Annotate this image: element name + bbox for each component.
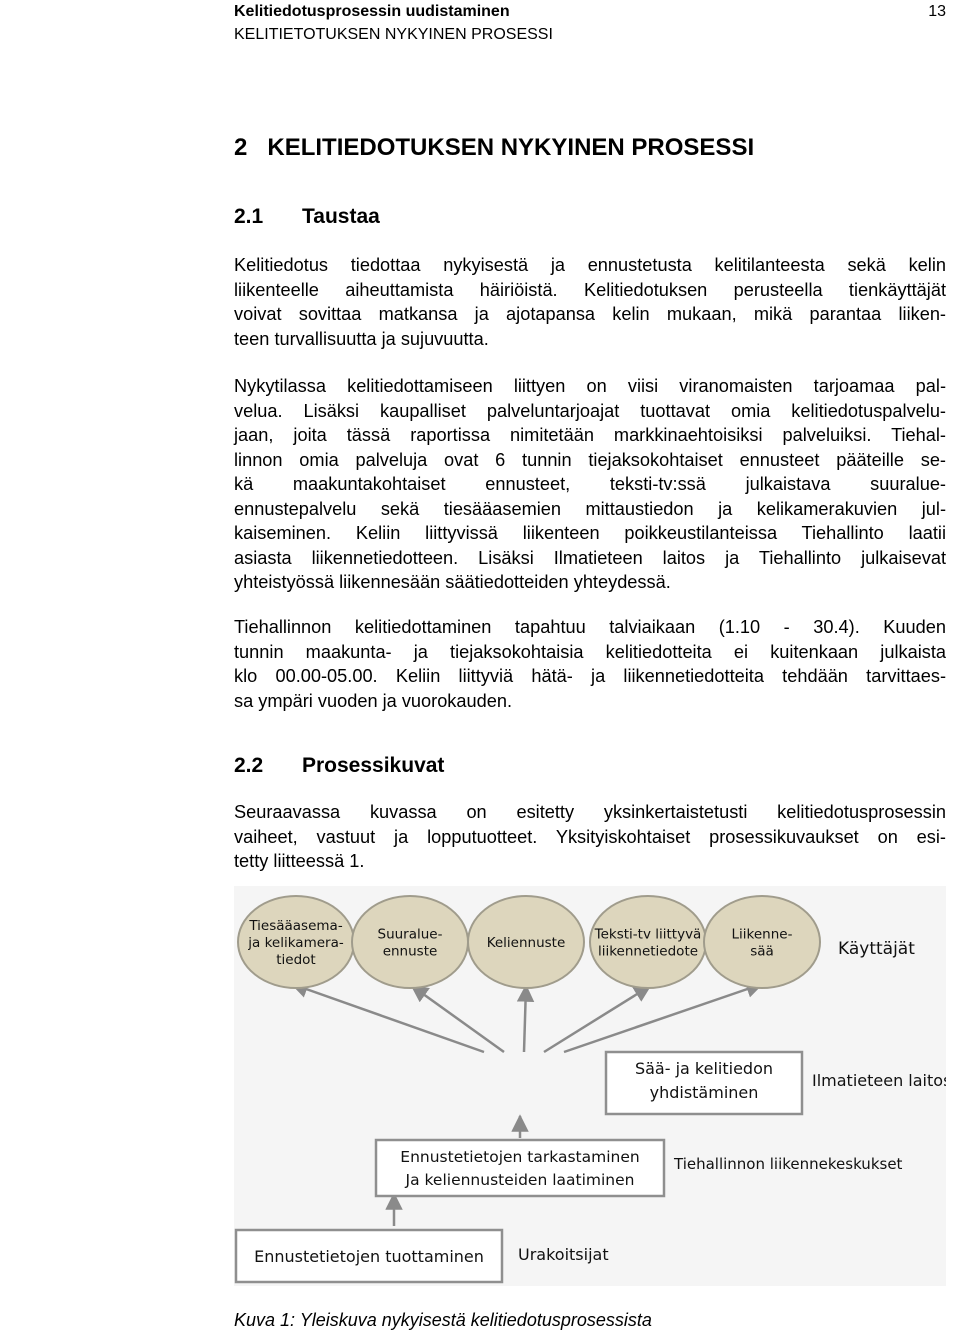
- section-heading-prosessikuvat: [234, 751, 444, 781]
- running-header: [234, 0, 553, 46]
- text-line: kaiseminen. Keliin liittyvissä liikenteen poikkeustilanteissa Tiehallinto laatii: [234, 523, 946, 543]
- section-number: 2.2: [234, 754, 264, 777]
- oval-5-label: Liikenne-: [731, 926, 793, 943]
- figure-caption: Kuva 1: Yleiskuva nykyisestä kelitiedotusprosessista: [234, 1310, 652, 1330]
- oval-1-label: Tiesääasema-: [249, 918, 343, 934]
- text-line: sa ympäri vuoden ja vuorokauden.: [234, 690, 513, 711]
- oval-4-label: Teksti-tv liittyvä: [594, 926, 702, 943]
- paragraph-1: [234, 253, 946, 351]
- fmi-label: Ilmatieteen laitos: [812, 1071, 946, 1090]
- text-line: velua. Lisäksi kaupalliset palveluntarjoajat tuottavat omia kelitiedotuspalvelu-: [234, 400, 946, 421]
- paragraph-3: [234, 615, 946, 713]
- text-line: yhteistyössä liikennesään säätiedotteiden yhteydessä.: [234, 572, 671, 592]
- paragraph-2: [234, 374, 946, 595]
- merge-box-line-1: Sää- ja kelitiedon: [634, 1059, 774, 1078]
- oval-group: [238, 896, 820, 988]
- header-title: Kelitiedotusprosessin uudistaminen: [234, 3, 510, 20]
- oval-1-label: tiedot: [276, 952, 316, 968]
- text-line: Seuraavassa kuvassa on esitetty yksinkertaistetusti kelitiedotusprosessin: [234, 802, 946, 822]
- oval-5-label: sää: [750, 943, 774, 960]
- oval-2-label: Suuralue-: [377, 926, 443, 943]
- text-line: tunnin maakunta- ja tiejaksokohtaisia kelitiedotteita ei kuitenkaan julkaista: [234, 641, 946, 662]
- text-line: teen turvallisuutta ja sujuvuutta.: [234, 328, 489, 349]
- text-line: liikenteelle aiheuttamista häiriöistä. Kelitiedotuksen perusteella tienkäyttäjät: [234, 279, 946, 300]
- section-title: Prosessikuvat: [302, 754, 445, 777]
- oval-3-label: Keliennuste: [486, 935, 566, 951]
- traffic-centres-label: Tiehallinnon liikennekeskukset: [674, 1155, 903, 1173]
- text-line: vaiheet, vastuut ja lopputuotteet. Yksityiskohtaiset prosessikuvaukset on esi-: [234, 826, 946, 847]
- page-number: 13: [928, 3, 946, 20]
- header-subtitle: KELITIETOTUKSEN NYKYINEN PROSESSI: [234, 26, 553, 43]
- text-line: jaan, joita tässä raportissa nimitetään markkinaehtoisiksi palveluiksi. Tiehal-: [234, 425, 946, 445]
- text-line: linnon omia palveluja ovat 6 tunnin tiejaksokohtaiset ennusteet pääteille se-: [234, 449, 946, 470]
- oval-1-label: ja kelikamera-: [248, 935, 344, 951]
- text-line: kä maakuntakohtaiset ennusteet, teksti-tv:ssä julkaistava suuralue-: [234, 474, 946, 494]
- process-diagram-svg: [234, 886, 946, 1286]
- paragraph-4: [234, 800, 946, 874]
- text-line: Nykytilassa kelitiedottamiseen liittyen on viisi viranomaisten tarjoamaa pal-: [234, 376, 946, 396]
- oval-4-label: liikennetiedote: [597, 943, 699, 960]
- users-label: Käyttäjät: [838, 939, 915, 959]
- merge-box-line-2: yhdistäminen: [649, 1083, 759, 1102]
- text-line: tetty liitteessä 1.: [234, 851, 365, 871]
- process-diagram: [234, 886, 946, 1286]
- check-box-line-1: Ennustetietojen tarkastaminen: [400, 1148, 640, 1166]
- text-line: Tiehallinnon kelitiedottaminen tapahtuu talviaikaan (1.10 - 30.4). Kuuden: [234, 617, 946, 637]
- section-heading-taustaa: [234, 202, 380, 232]
- oval-2-label: ennuste: [382, 943, 438, 960]
- text-line: Kelitiedotus tiedottaa nykyisestä ja ennustetusta kelitilanteesta sekä kelin: [234, 255, 946, 275]
- chapter-number: 2: [234, 134, 248, 161]
- chapter-title: KELITIEDOTUKSEN NYKYINEN PROSESSI: [267, 134, 755, 161]
- text-line: asiasta liikennetiedotteen. Lisäksi Ilmatieteen laitos ja Tiehallinto julkaisevat: [234, 547, 946, 568]
- check-box-line-2: Ja keliennusteiden laatiminen: [405, 1171, 635, 1189]
- produce-box-label: Ennustetietojen tuottaminen: [254, 1247, 484, 1266]
- text-line: klo 00.00-05.00. Keliin liittyviä hätä- ja liikennetiedotteita tehdään tarvittaes-: [234, 666, 946, 686]
- contractors-label: Urakoitsijat: [518, 1245, 609, 1264]
- section-title: Taustaa: [302, 205, 380, 228]
- text-line: voivat sovittaa matkansa ja ajotapansa kelin mukaan, mikä parantaa liiken-: [234, 304, 946, 324]
- section-number: 2.1: [234, 205, 264, 228]
- text-line: ennustepalvelu sekä tiesääasemien mittaustiedon ja kelikamerakuvien jul-: [234, 498, 946, 519]
- chapter-heading: [234, 131, 754, 165]
